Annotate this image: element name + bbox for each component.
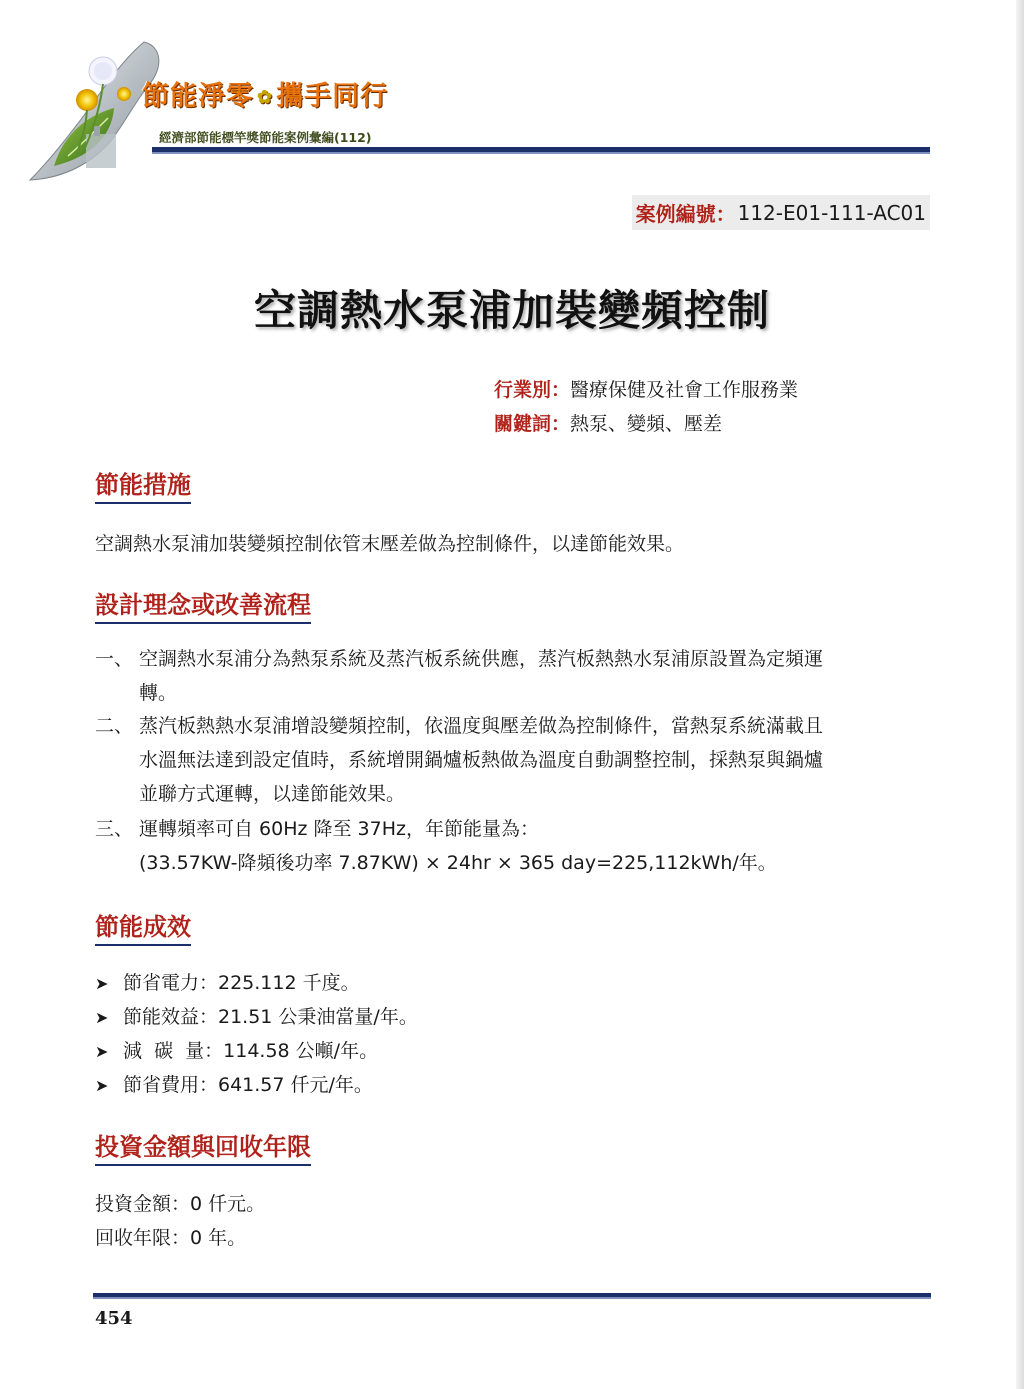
page-number: 454 (95, 1308, 133, 1329)
result-bullet-text: 節省電力：225.112 千度。 (123, 972, 360, 994)
design-item-2 (95, 709, 933, 811)
section-heading-investment: 投資金額與回收年限 (95, 1131, 311, 1166)
result-bullet-text: 節省費用：641.57 仟元/年。 (123, 1074, 373, 1096)
design-item-3 (95, 812, 933, 880)
arrowhead-icon: ➤ (95, 1042, 109, 1061)
design-item-line: 運轉頻率可自 60Hz 降至 37Hz，年節能量為： (139, 818, 539, 840)
case-number-box (632, 195, 930, 230)
result-bullet (95, 1002, 418, 1029)
header-divider (152, 147, 930, 154)
keywords-value: 熱泵、變頻、壓差 (570, 413, 723, 435)
keywords-row (494, 409, 722, 436)
design-item-line: (33.57KW-降頻後功率 7.87KW) × 24hr × 365 day=225,112kWh/年。 (139, 852, 777, 874)
design-item-line: 蒸汽板熱熱水泵浦增設變頻控制，依溫度與壓差做為控制條件，當熱泵系統滿載且 (139, 715, 824, 737)
design-item-1 (95, 642, 933, 710)
flower-separator-icon: ✿ (257, 87, 274, 108)
page-title: 空調熱水泵浦加裝變頻控制 (253, 286, 770, 335)
design-item-prefix: 一、 (95, 648, 134, 670)
result-bullet-text: 節能效益：21.51 公秉油當量/年。 (123, 1006, 418, 1028)
payback-period: 回收年限：0 年。 (95, 1227, 247, 1249)
industry-value: 醫療保健及社會工作服務業 (570, 379, 799, 401)
arrowhead-icon: ➤ (95, 1008, 109, 1027)
result-bullet-text: 減 碳 量：114.58 公噸/年。 (123, 1040, 379, 1062)
page-edge-shadow (1016, 0, 1024, 1389)
result-bullet (95, 1036, 378, 1063)
design-item-line: 水溫無法達到設定值時，系統增開鍋爐板熱做為溫度自動調整控制，採熱泵與鍋爐 (139, 749, 824, 771)
design-item-line: 空調熱水泵浦分為熱泵系統及蒸汽板系統供應，蒸汽板熱熱水泵浦原設置為定頻運 (139, 648, 824, 670)
section-heading-measures: 節能措施 (95, 469, 191, 504)
design-item-prefix: 二、 (95, 715, 134, 737)
industry-row (494, 375, 798, 402)
investment-amount: 投資金額：0 仟元。 (95, 1193, 266, 1215)
case-number-value: 112-E01-111-AC01 (737, 200, 926, 225)
slogan (142, 74, 388, 113)
design-item-prefix: 三、 (95, 818, 134, 840)
footer-divider (93, 1293, 931, 1299)
slogan-right: 攜手同行 (276, 81, 389, 112)
measures-text: 空調熱水泵浦加裝變頻控制依管末壓差做為控制條件，以達節能效果。 (95, 533, 685, 555)
industry-label: 行業別： (494, 379, 571, 401)
case-number-label: 案例編號： (635, 202, 736, 226)
section-heading-design: 設計理念或改善流程 (95, 589, 311, 624)
result-bullet (95, 968, 360, 995)
result-bullet (95, 1070, 373, 1097)
arrowhead-icon: ➤ (95, 974, 109, 993)
header-logo (24, 38, 404, 183)
header-subtitle: 經濟部節能標竿獎節能案例彙編(112) (159, 130, 372, 145)
design-item-line: 轉。 (139, 682, 178, 704)
arrowhead-icon: ➤ (95, 1076, 109, 1095)
keywords-label: 關鍵詞： (494, 413, 571, 435)
design-item-line: 並聯方式運轉，以達節能效果。 (139, 783, 406, 805)
slogan-left: 節能淨零 (142, 81, 254, 112)
section-heading-results: 節能成效 (95, 911, 191, 946)
